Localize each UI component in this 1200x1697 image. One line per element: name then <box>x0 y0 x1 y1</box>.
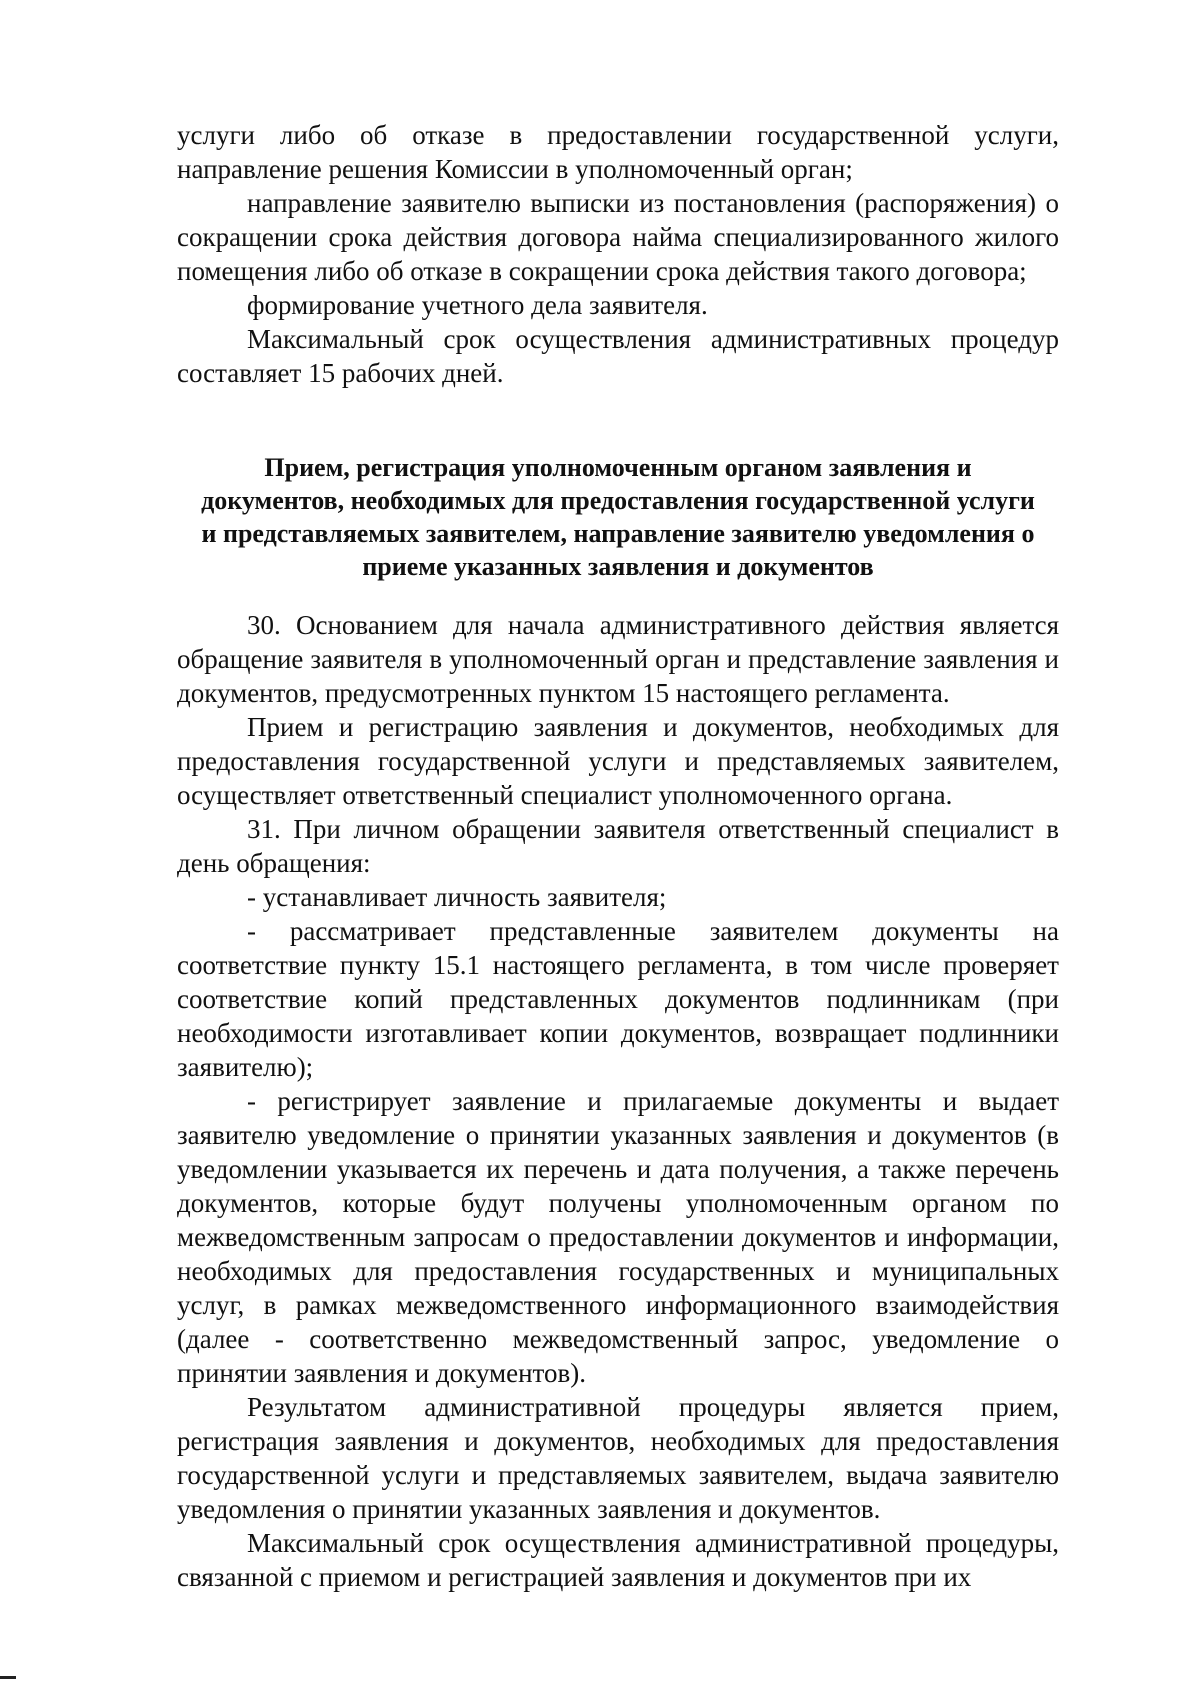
paragraph-continuation: услуги либо об отказе в предоставлении государственной услуги, направление решения Комиссии в уполномоченный орган; <box>177 120 1059 184</box>
list-item-identity: - устанавливает личность заявителя; <box>247 882 667 912</box>
scan-edge-mark <box>0 1676 16 1679</box>
list-item-register: - регистрирует заявление и прилагаемые документы и выдает заявителю уведомление о принятии указанных заявления и документов (в уведомлении указывается их перечень и дата получения, а также перечень документов, которые будут получены уполномоченным органом по межведомственным запросам о предоставлении документов и информации, необходимых для предоставления государственных и муниципальных услуг, в рамках межведомственного информационного взаимодействия (далее - соответственно межведомственный запрос, уведомление о принятии заявления и документов). <box>177 1086 1059 1388</box>
paragraph-max-term: Максимальный срок осуществления административных процедур составляет 15 рабочих дней. <box>177 324 1059 388</box>
top-text-block <box>177 118 1059 390</box>
heading-line: документов, необходимых для предоставления государственной услуги <box>201 486 1035 515</box>
heading-line: Прием, регистрация уполномоченным органом заявления и <box>264 453 972 482</box>
paragraph-item-31: 31. При личном обращении заявителя ответственный специалист в день обращения: <box>177 814 1059 878</box>
list-item-review: - рассматривает представленные заявителем документы на соответствие пункту 15.1 настоящего регламента, в том числе проверяет соответствие копий представленных документов подлинникам (при необходимости изготавливает копии документов, возвращает подлинники заявителю); <box>177 916 1059 1082</box>
section-heading <box>177 451 1059 583</box>
paragraph-max-term-procedure: Максимальный срок осуществления административной процедуры, связанной с приемом и регистрацией заявления и документов при их <box>177 1528 1059 1592</box>
paragraph-result: Результатом административной процедуры является прием, регистрация заявления и документов, необходимых для предоставления государственной услуги и представляемых заявителем, выдача заявителю уведомления о принятии указанных заявления и документов. <box>177 1392 1059 1524</box>
main-text-block <box>177 608 1059 1594</box>
heading-line: и представляемых заявителем, направление заявителю уведомления о <box>201 519 1035 548</box>
paragraph-item-30: 30. Основанием для начала административного действия является обращение заявителя в уполномоченный орган и представление заявления и документов, предусмотренных пунктом 15 настоящего регламента. <box>177 610 1059 708</box>
paragraph-statement-extract: направление заявителю выписки из постановления (распоряжения) о сокращении срока действия договора найма специализированного жилого помещения либо об отказе в сокращении срока действия такого договора; <box>177 188 1059 286</box>
heading-line: приеме указанных заявления и документов <box>362 552 874 581</box>
paragraph-reception: Прием и регистрацию заявления и документов, необходимых для предоставления государственной услуги и представляемых заявителем, осуществляет ответственный специалист уполномоченного органа. <box>177 712 1059 810</box>
paragraph-case-file: формирование учетного дела заявителя. <box>247 290 708 320</box>
